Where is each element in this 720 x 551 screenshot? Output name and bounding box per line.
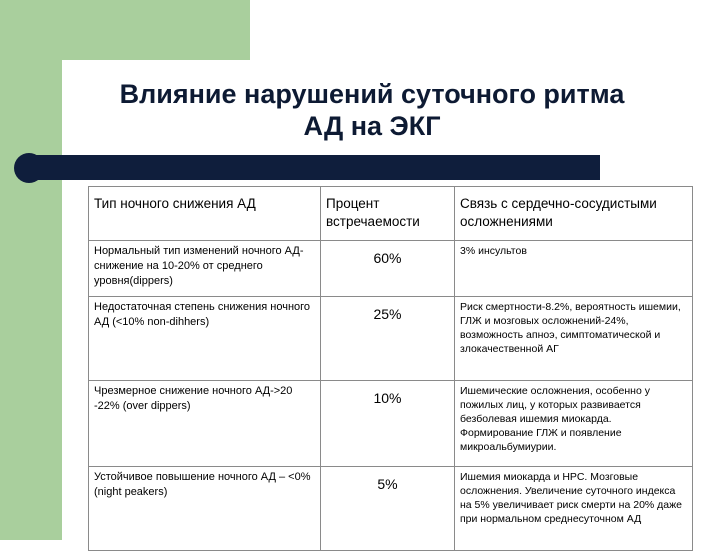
cell-complications: 3% инсультов	[455, 241, 693, 297]
cell-complications: Ишемия миокарда и НРС. Мозговые осложнения. Увеличение суточного индекса на 5% увеличивает риск смерти на 20% даже при нормальном среднесуточном АД	[455, 467, 693, 551]
title-rule-bar	[28, 155, 600, 180]
table-row	[89, 467, 693, 551]
cell-percent: 25%	[321, 297, 455, 381]
table-row	[89, 297, 693, 381]
bp-ecg-table	[88, 186, 693, 551]
cell-type: Устойчивое повышение ночного АД – <0% (night peakers)	[89, 467, 321, 551]
header-percent: Процент встречаемости	[321, 187, 455, 241]
slide-title	[62, 78, 682, 142]
cell-percent: 5%	[321, 467, 455, 551]
table-header-row	[89, 187, 693, 241]
cell-percent: 60%	[321, 241, 455, 297]
header-type: Тип ночного снижения АД	[89, 187, 321, 241]
header-complications: Связь с сердечно-сосудистыми осложнениями	[455, 187, 693, 241]
title-line-2: АД на ЭКГ	[303, 111, 441, 141]
table-row	[89, 381, 693, 467]
cell-complications: Ишемические осложнения, особенно у пожилых лиц, у которых развивается безболевая ишемия миокарда. Формирование ГЛЖ и появление микроальбумиурии.	[455, 381, 693, 467]
cell-type: Недостаточная степень снижения ночного АД (<10% non-dihhers)	[89, 297, 321, 381]
cell-type: Нормальный тип изменений ночного АД-снижение на 10-20% от среднего уровня(dippers)	[89, 241, 321, 297]
table-row	[89, 241, 693, 297]
cell-type: Чрезмерное снижение ночного АД->20 -22% (over dippers)	[89, 381, 321, 467]
cell-percent: 10%	[321, 381, 455, 467]
title-line-1: Влияние нарушений суточного ритма	[119, 79, 625, 109]
cell-complications: Риск смертности-8.2%, вероятность ишемии, ГЛЖ и мозговых осложнений-24%, возможность апноэ, симптоматической и злокачественной АГ	[455, 297, 693, 381]
